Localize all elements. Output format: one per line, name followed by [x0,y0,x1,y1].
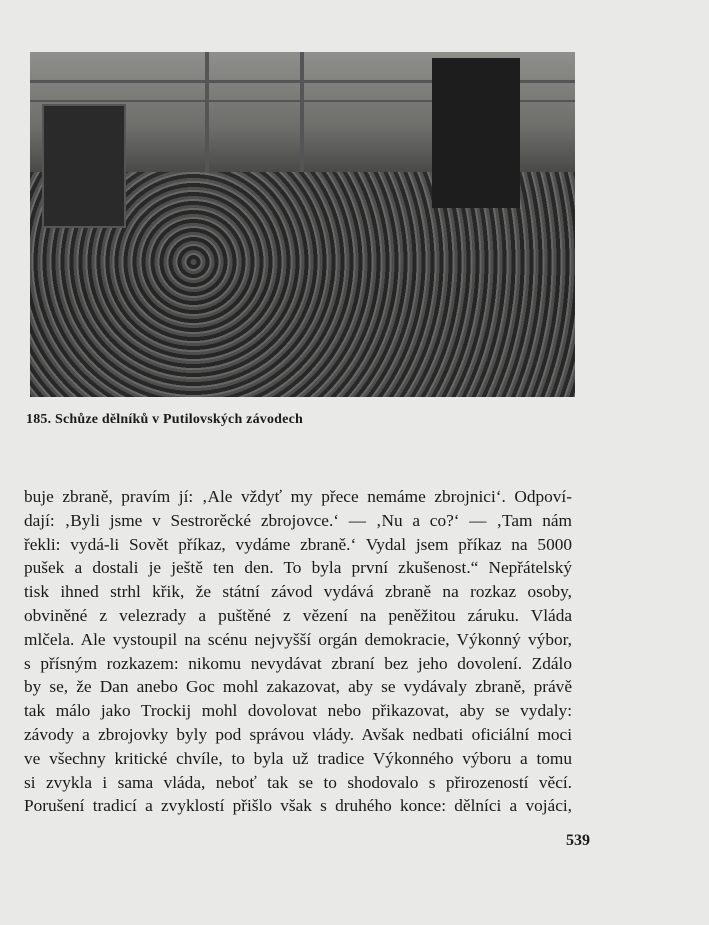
photo-workers-meeting [30,52,575,397]
text-line: závody a zbrojovky byly pod správou vlády. Avšak nedbati oficiální moci [24,724,572,744]
page-number: 539 [566,832,590,849]
text-line: tak málo jako Trockij mohl dovolovat nebo přikazovat, aby se vydaly: [24,701,572,721]
text-line: obviněné z velezrady a puštěné z vězení na peněžitou záruku. Vláda [24,605,572,625]
banner-left [42,104,126,228]
body-text [24,485,572,818]
text-line: buje zbraně, pravím jí: ‚Ale vždyť my přece nemáme zbrojnici‘. Odpoví- [24,487,572,506]
pillar [205,52,209,182]
text-line: ve všechny kritické chvíle, to byla už tradice Výkonného výboru a tomu [24,748,572,768]
pillar [300,52,304,172]
banner-right [432,58,520,208]
text-line: Porušení tradicí a zvyklostí přišlo však s druhého konce: dělníci a vojáci, [24,796,572,816]
text-line: tisk ihned strhl křik, že státní závod vydává zbraně na rozkaz osoby, [24,582,572,602]
text-line: pušek a dostali je ještě ten den. To byla první zkušenost.“ Nepřátelský [24,558,572,578]
text-line: mlčela. Ale vystoupil na scénu nejvyšší orgán demokracie, Výkonný výbor, [24,629,572,649]
text-line: řekli: vydá-li Sovět příkaz, vydáme zbraně.‘ Vydal jsem příkaz na 5000 [24,534,572,554]
text-line: s přísným rozkazem: nikomu nevydávat zbraní bez jeho dovolení. Zdálo [24,653,572,673]
text-line: si zvykla i sama vláda, neboť tak se to shodovalo s přirozeností věcí. [24,772,572,792]
figure-caption: 185. Schůze dělníků v Putilovských závodech [26,412,303,427]
text-line: dají: ‚Byli jsme v Sestrorěcké zbrojovce.‘ — ‚Nu a co?‘ — ‚Tam nám [24,510,572,530]
text-line: by se, že Dan anebo Goc mohl zakazovat, aby se vydávaly zbraně, právě [24,677,572,697]
